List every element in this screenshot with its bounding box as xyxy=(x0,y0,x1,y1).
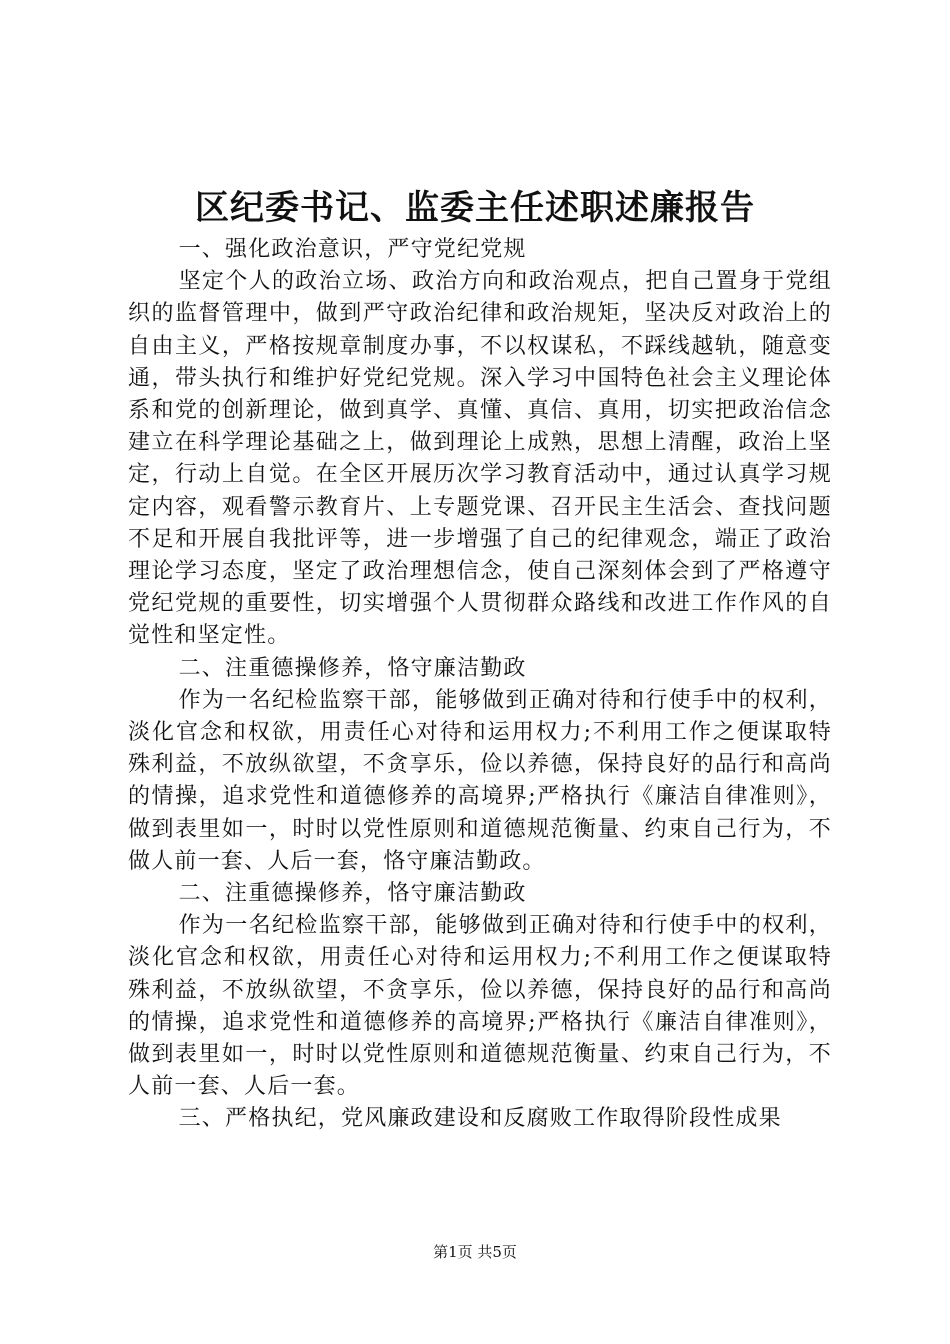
document-body xyxy=(128,234,832,1136)
section-heading: 一、强化政治意识，严守党纪党规 xyxy=(178,237,527,262)
section-heading: 二、注重德操修养，恪守廉洁勤政 xyxy=(178,881,527,907)
section-paragraph: 作为一名纪检监察干部，能够做到正确对待和行使手中的权利，淡化官念和权欲，用责任心对待和运用权力;不利用工作之便谋取特殊利益，不放纵欲望，不贪享乐，俭以养德，保持良好的品行和高尚的情操，追求党性和道德修养的高境界;严格执行《廉洁自律准则》，做到表里如一，时时以党性原则和道德规范衡量、约束自己行为，不做人前一套、人后一套，恪守廉洁勤政。 xyxy=(128,687,832,874)
section-heading: 三、严格执纪，党风廉政建设和反腐败工作取得阶段性成果 xyxy=(178,1106,782,1132)
section-heading: 二、注重德操修养，恪守廉洁勤政 xyxy=(178,655,527,681)
page-footer: 第1页 共5页 xyxy=(433,1243,517,1261)
document-title: 区纪委书记、监委主任述职述廉报告 xyxy=(195,188,755,228)
section-paragraph: 作为一名纪检监察干部，能够做到正确对待和行使手中的权利，淡化官念和权欲，用责任心对待和运用权力;不利用工作之便谋取特殊利益，不放纵欲望，不贪享乐，俭以养德，保持良好的品行和高尚的情操，追求党性和道德修养的高境界;严格执行《廉洁自律准则》，做到表里如一，时时以党性原则和道德规范衡量、约束自己行为，不人前一套、人后一套。 xyxy=(128,913,832,1100)
section-paragraph: 坚定个人的政治立场、政治方向和政治观点，把自己置身于党组织的监督管理中，做到严守政治纪律和政治规矩，坚决反对政治上的自由主义，严格按规章制度办事，不以权谋私，不踩线越轨，随意变通，带头执行和维护好党纪党规。深入学习中国特色社会主义理论体系和党的创新理论，做到真学、真懂、真信、真用，切实把政治信念建立在科学理论基础之上，做到理论上成熟，思想上清醒，政治上坚定，行动上自觉。在全区开展历次学习教育活动中，通过认真学习规定内容，观看警示教育片、上专题党课、召开民主生活会、查找问题不足和开展自我批评等，进一步增强了自己的纪律观念，端正了政治理论学习态度，坚定了政治理想信念，使自己深刻体会到了严格遵守党纪党规的重要性，切实增强个人贯彻群众路线和改进工作作风的自觉性和坚定性。 xyxy=(128,269,832,649)
